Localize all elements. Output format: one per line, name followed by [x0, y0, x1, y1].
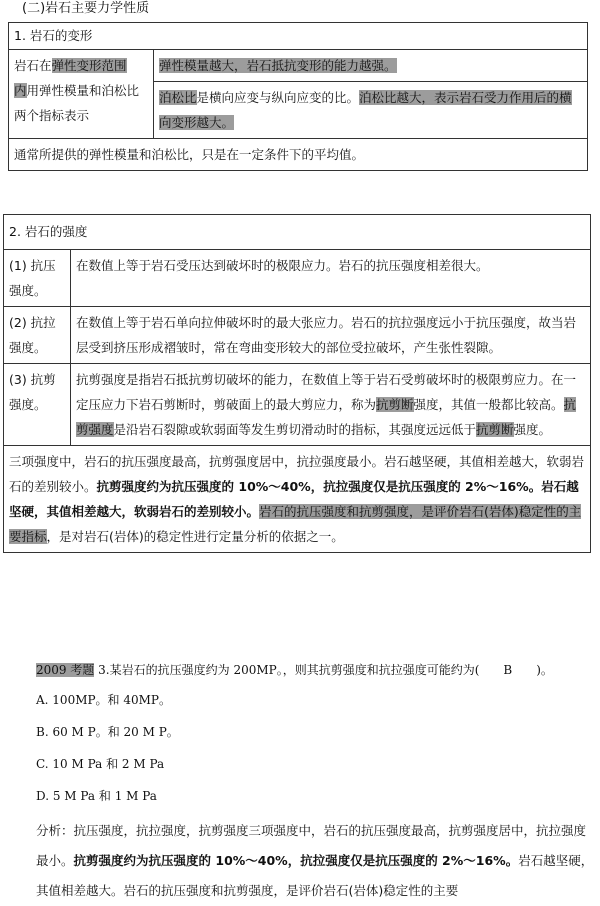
option-d: D. 5 M Pa 和 1 M Pa: [36, 789, 157, 803]
question-tag: 2009 考题: [36, 663, 95, 677]
section-heading: (二)岩石主要力学性质: [22, 1, 150, 16]
tensile-label: (2) 抗拉强度。: [4, 307, 71, 364]
compress-text: 在数值上等于岩石受压达到破坏时的极限应力。岩石的抗压强度相差很大。: [71, 250, 591, 307]
shear-text: 抗剪强度是指岩石抵抗剪切破坏的能力，在数值上等于岩石受剪破坏时的极限剪应力。在一定压应力下岩石剪断时，剪破面上的最大剪应力，称为抗剪断强度，其值一般都比较高。抗剪强度是沿岩石裂隙或软弱面等发生剪切滑动时的指标，其强度远远低于抗剪断强度。: [71, 364, 591, 446]
poisson-ratio-cell: 泊松比是横向应变与纵向应变的比。泊松比越大，表示岩石受力作用后的横向变形越大。: [154, 82, 588, 139]
strength-table: [3, 214, 591, 553]
analysis-text: 分析：抗压强度，抗拉强度，抗剪强度三项强度中，岩石的抗压强度最高，抗剪强度居中，抗拉强度最小。抗剪强度约为抗压强度的 10%～40%，抗拉强度仅是抗压强度的 2%～16%。岩石越坚硬，其值相差越大。岩石的抗压强度和抗剪强度，是评价岩石(岩体)稳定性的主要: [36, 823, 594, 898]
option-a: A. 100MP。和 40MP。: [36, 693, 172, 707]
deformation-title: 1. 岩石的变形: [9, 23, 588, 50]
tensile-text: 在数值上等于岩石单向拉伸破坏时的最大张应力。岩石的抗拉强度远小于抗压强度，故当岩层受到挤压形成褶皱时，常在弯曲变形较大的部位受拉破坏，产生张性裂隙。: [71, 307, 591, 364]
question-stem: 2009 考题 3.某岩石的抗压强度约为 200MP。，则其抗剪强度和抗拉强度可能约为( B )。: [36, 663, 553, 677]
option-b: B. 60 M P。和 20 M P。: [36, 725, 179, 739]
strength-title: 2. 岩石的强度: [4, 215, 591, 250]
deformation-note: 通常所提供的弹性模量和泊松比，只是在一定条件下的平均值。: [9, 139, 588, 171]
option-c: C. 10 M Pa 和 2 M Pa: [36, 757, 165, 771]
strength-summary: 三项强度中，岩石的抗压强度最高，抗剪强度居中，抗拉强度最小。岩石越坚硬，其值相差越大，软弱岩石的差别较小。抗剪强度约为抗压强度的 10%～40%，抗拉强度仅是抗压强度的 2%～16%。岩石越坚硬，其值相差越大，软弱岩石的差别较小。岩石的抗压强度和抗剪强度，是评价岩石(岩体)稳定性的主要指标，是对岩石(岩体)的稳定性进行定量分析的依据之一。: [4, 446, 591, 553]
shear-label: (3) 抗剪强度。: [4, 364, 71, 446]
deformation-left-cell: 岩石在弹性变形范围 内用弹性模量和泊松比两个指标表示: [9, 50, 154, 139]
deformation-table: [8, 22, 588, 171]
compress-label: (1) 抗压强度。: [4, 250, 71, 307]
elastic-modulus-cell: 弹性模量越大，岩石抵抗变形的能力越强。: [154, 50, 588, 82]
